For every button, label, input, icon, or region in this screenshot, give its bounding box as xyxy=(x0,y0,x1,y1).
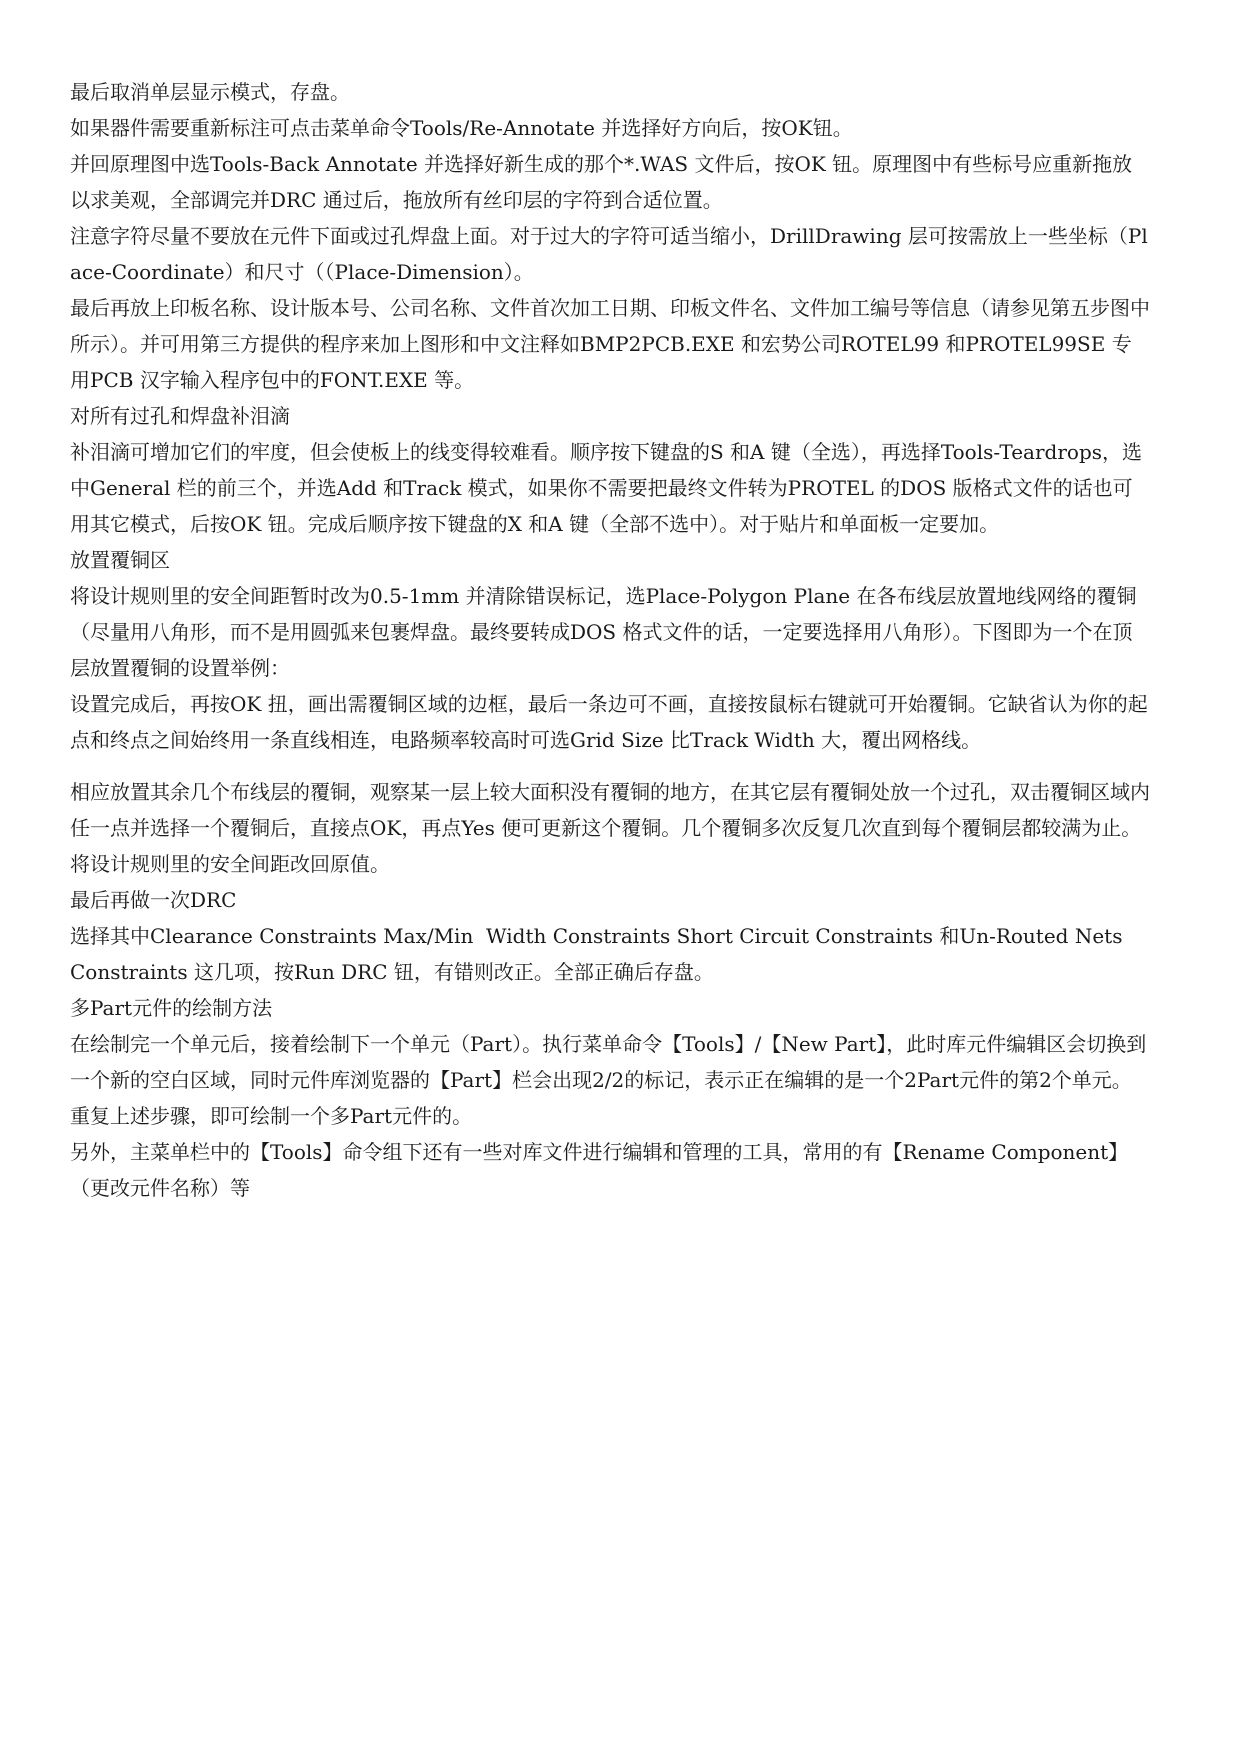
paragraph-copper-pour-draw: 设置完成后，再按OK 扭，画出需覆铜区域的边框，最后一条边可不画，直接按鼠标右键就可开始覆铜。它缺省认为你的起点和终点之间始终用一条直线相连，电路频率较高时可选Grid Size 比Track Width 大，覆出网格线。 xyxy=(70,692,1148,752)
paragraph-copper-pour-rules: 将设计规则里的安全间距暂时改为0.5-1mm 并清除错误标记，选Place-Polygon Plane 在各布线层放置地线网络的覆铜（尽量用八角形，而不是用圆弧来包裹焊盘。最终要转成DOS 格式文件的话，一定要选择用八角形）。下图即为一个在顶层放置覆铜的设置举例： xyxy=(70,584,1137,680)
paragraph-tools-menu: 另外，主菜单栏中的【Tools】命令组下还有一些对库文件进行编辑和管理的工具，常用的有【Rename Component】（更改元件名称）等 xyxy=(70,1140,1129,1200)
paragraph-drc-options: 选择其中Clearance Constraints Max/Min Width Constraints Short Circuit Constraints 和Un-Routed Nets Constraints 这几项，按Run DRC 钮，有错则改正。全部正确后存盘。 xyxy=(70,924,1136,984)
paragraph-board-info: 最后再放上印板名称、设计版本号、公司名称、文件首次加工日期、印板文件名、文件加工编号等信息（请参见第五步图中所示）。并可用第三方提供的程序来加上图形和中文注释如BMP2PCB.EXE 和宏势公司ROTEL99 和PROTEL99SE 专用PCB 汉字输入程序包中的FONT.EXE 等。 xyxy=(70,296,1150,392)
document-body xyxy=(70,74,1150,1206)
heading-teardrops: 对所有过孔和焊盘补泪滴 xyxy=(70,404,290,428)
paragraph-teardrops: 补泪滴可增加它们的牢度，但会使板上的线变得较难看。顺序按下键盘的S 和A 键（全选），再选择Tools-Teardrops，选中General 栏的前三个，并选Add 和Track 模式，如果你不需要把最终文件转为PROTEL 的DOS 版格式文件的话也可用其它模式，后按OK 钮。完成后顺序按下键盘的X 和A 键（全部不选中）。对于贴片和单面板一定要加。 xyxy=(70,440,1143,536)
paragraph-re-annotate: 如果器件需要重新标注可点击菜单命令Tools/Re-Annotate 并选择好方向后，按OK钮。 xyxy=(70,116,853,140)
heading-copper-pour: 放置覆铜区 xyxy=(70,548,170,572)
heading-multi-part: 多Part元件的绘制方法 xyxy=(70,996,273,1020)
paragraph-new-part: 在绘制完一个单元后，接着绘制下一个单元（Part）。执行菜单命令【Tools】/【New Part】，此时库元件编辑区会切换到一个新的空白区域，同时元件库浏览器的【Part】栏会出现2/2的标记，表示正在编辑的是一个2Part元件的第2个单元。重复上述步骤，即可绘制一个多Part元件的。 xyxy=(70,1032,1147,1128)
paragraph-other-layers: 相应放置其余几个布线层的覆铜，观察某一层上较大面积没有覆铜的地方，在其它层有覆铜处放一个过孔，双击覆铜区域内任一点并选择一个覆铜后，直接点OK，再点Yes 便可更新这个覆铜。几个覆铜多次反复几次直到每个覆铜层都较满为止。将设计规则里的安全间距改回原值。 xyxy=(70,780,1150,876)
paragraph-back-annotate: 并回原理图中选Tools-Back Annotate 并选择好新生成的那个*.WAS 文件后，按OK 钮。原理图中有些标号应重新拖放以求美观，全部调完并DRC 通过后，拖放所有丝印层的字符到合适位置。 xyxy=(70,152,1133,212)
paragraph-unselect-layer: 最后取消单层显示模式，存盘。 xyxy=(70,80,350,104)
heading-final-drc: 最后再做一次DRC xyxy=(70,888,237,912)
paragraph-character-placement: 注意字符尽量不要放在元件下面或过孔焊盘上面。对于过大的字符可适当缩小，DrillDrawing 层可按需放上一些坐标（Place-Coordinate）和尺寸（（Place-Dimension）。 xyxy=(70,224,1148,284)
